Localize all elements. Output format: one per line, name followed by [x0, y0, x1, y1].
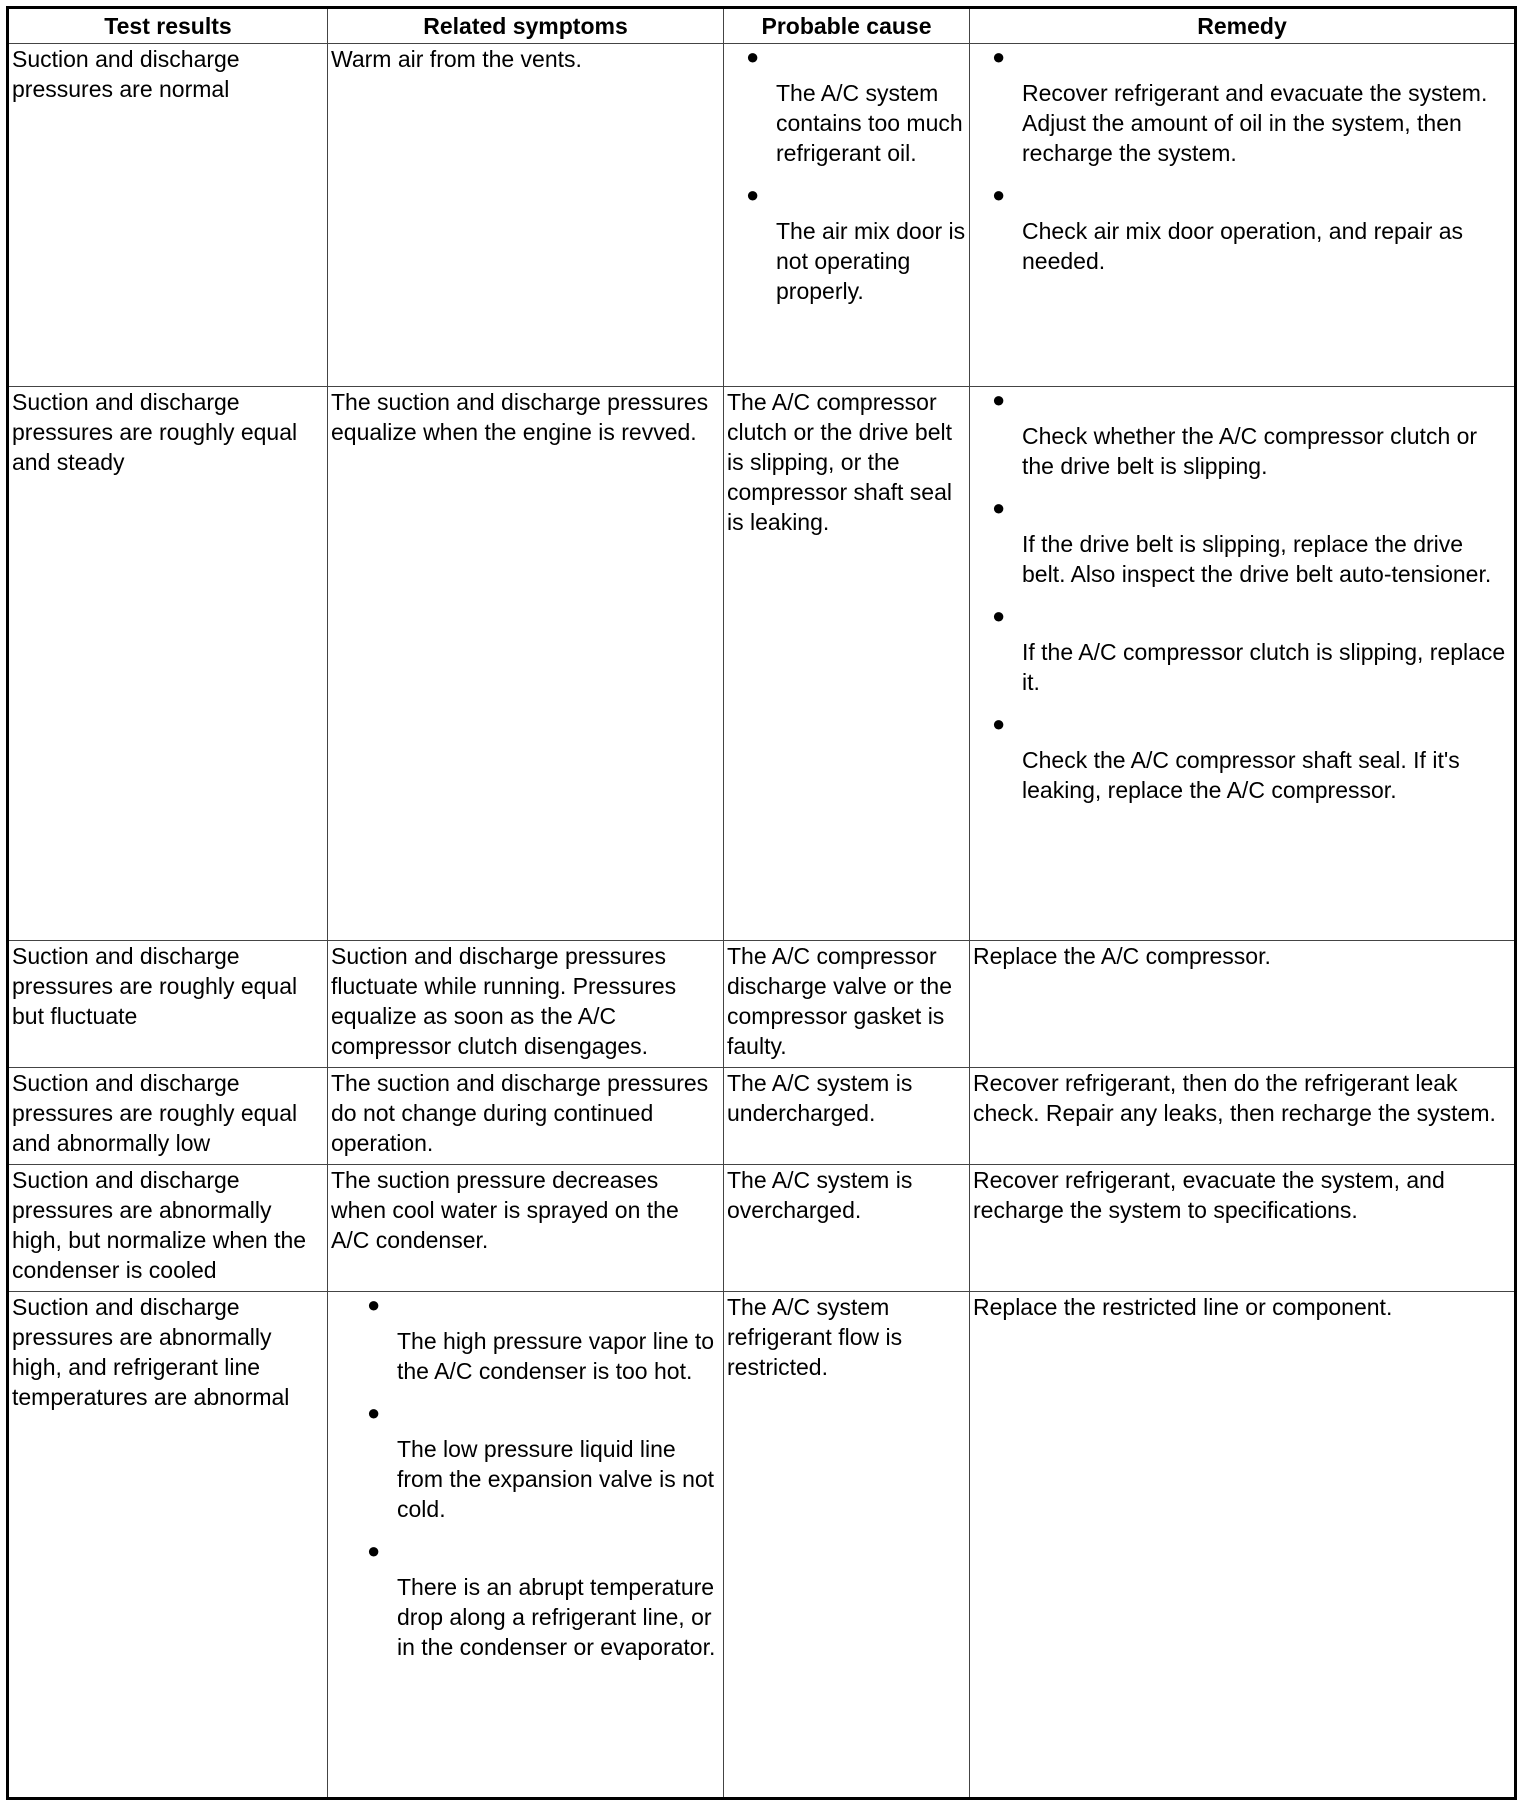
bullet-icon: ●	[992, 603, 1006, 628]
bullet-icon: ●	[367, 1292, 381, 1317]
table-row	[8, 1292, 1516, 1799]
table-row	[8, 1068, 1516, 1165]
table-row	[8, 941, 1516, 1068]
test-result-cell: Suction and discharge pressures are abnormally high, but normalize when the condenser is cooled	[8, 1165, 328, 1292]
list-item: ● Check whether the A/C compressor clutch or the drive belt is slipping.	[973, 387, 1510, 495]
cause-cell: The A/C system refrigerant flow is restricted.	[724, 1292, 970, 1799]
test-result-cell: Suction and discharge pressures are roughly equal and steady	[8, 387, 328, 941]
troubleshooting-table	[6, 6, 1517, 1800]
test-result-cell: Suction and discharge pressures are roughly equal and abnormally low	[8, 1068, 328, 1165]
bullet-icon: ●	[992, 495, 1006, 520]
remedy-list	[973, 387, 1510, 819]
bullet-icon: ●	[992, 711, 1006, 736]
list-item: ● The A/C system contains too much refrigerant oil.	[727, 44, 967, 182]
remedy-cell: Replace the A/C compressor.	[970, 941, 1516, 1068]
symptom-cell	[328, 1292, 724, 1799]
bullet-icon: ●	[992, 387, 1006, 412]
cause-cell: The A/C system is overcharged.	[724, 1165, 970, 1292]
header-test-results: Test results	[8, 8, 328, 44]
list-item: ● The air mix door is not operating properly.	[727, 182, 967, 320]
bullet-icon: ●	[746, 182, 760, 207]
symptom-cell: The suction and discharge pressures equalize when the engine is revved.	[328, 387, 724, 941]
bullet-icon: ●	[992, 182, 1006, 207]
cause-list	[727, 44, 967, 320]
header-related-symptoms: Related symptoms	[328, 8, 724, 44]
test-result-cell: Suction and discharge pressures are normal	[8, 44, 328, 387]
table-row	[8, 44, 1516, 387]
list-item: ● Recover refrigerant and evacuate the system. Adjust the amount of oil in the system, then recharge the system.	[973, 44, 1510, 182]
list-item: ● The high pressure vapor line to the A/C condenser is too hot.	[348, 1292, 719, 1400]
bullet-icon: ●	[367, 1400, 381, 1425]
list-item: ● If the drive belt is slipping, replace the drive belt. Also inspect the drive belt auto-tensioner.	[973, 495, 1510, 603]
bullet-icon: ●	[746, 44, 760, 69]
symptom-cell: Warm air from the vents.	[328, 44, 724, 387]
test-result-cell: Suction and discharge pressures are abnormally high, and refrigerant line temperatures are abnormal	[8, 1292, 328, 1799]
symptom-cell: The suction and discharge pressures do not change during continued operation.	[328, 1068, 724, 1165]
list-item: ● Check the A/C compressor shaft seal. If it's leaking, replace the A/C compressor.	[973, 711, 1510, 819]
remedy-cell	[970, 387, 1516, 941]
table-row	[8, 387, 1516, 941]
cause-cell: The A/C system is undercharged.	[724, 1068, 970, 1165]
symptom-cell: Suction and discharge pressures fluctuate while running. Pressures equalize as soon as the A/C compressor clutch disengages.	[328, 941, 724, 1068]
cause-cell	[724, 44, 970, 387]
cause-cell: The A/C compressor discharge valve or the compressor gasket is faulty.	[724, 941, 970, 1068]
header-probable-cause: Probable cause	[724, 8, 970, 44]
symptom-cell: The suction pressure decreases when cool water is sprayed on the A/C condenser.	[328, 1165, 724, 1292]
bullet-icon: ●	[367, 1538, 381, 1563]
header-remedy: Remedy	[970, 8, 1516, 44]
list-item: ● Check air mix door operation, and repair as needed.	[973, 182, 1510, 290]
symptom-list	[348, 1292, 719, 1676]
remedy-cell: Replace the restricted line or component.	[970, 1292, 1516, 1799]
list-item: ● The low pressure liquid line from the expansion valve is not cold.	[348, 1400, 719, 1538]
cause-cell: The A/C compressor clutch or the drive belt is slipping, or the compressor shaft seal is leaking.	[724, 387, 970, 941]
remedy-cell	[970, 44, 1516, 387]
bullet-icon: ●	[992, 44, 1006, 69]
remedy-cell: Recover refrigerant, then do the refrigerant leak check. Repair any leaks, then recharge the system.	[970, 1068, 1516, 1165]
table-row	[8, 1165, 1516, 1292]
list-item: ● If the A/C compressor clutch is slipping, replace it.	[973, 603, 1510, 711]
remedy-list	[973, 44, 1510, 290]
test-result-cell: Suction and discharge pressures are roughly equal but fluctuate	[8, 941, 328, 1068]
header-row	[8, 8, 1516, 44]
remedy-cell: Recover refrigerant, evacuate the system, and recharge the system to specifications.	[970, 1165, 1516, 1292]
list-item: ● There is an abrupt temperature drop along a refrigerant line, or in the condenser or evaporator.	[348, 1538, 719, 1676]
